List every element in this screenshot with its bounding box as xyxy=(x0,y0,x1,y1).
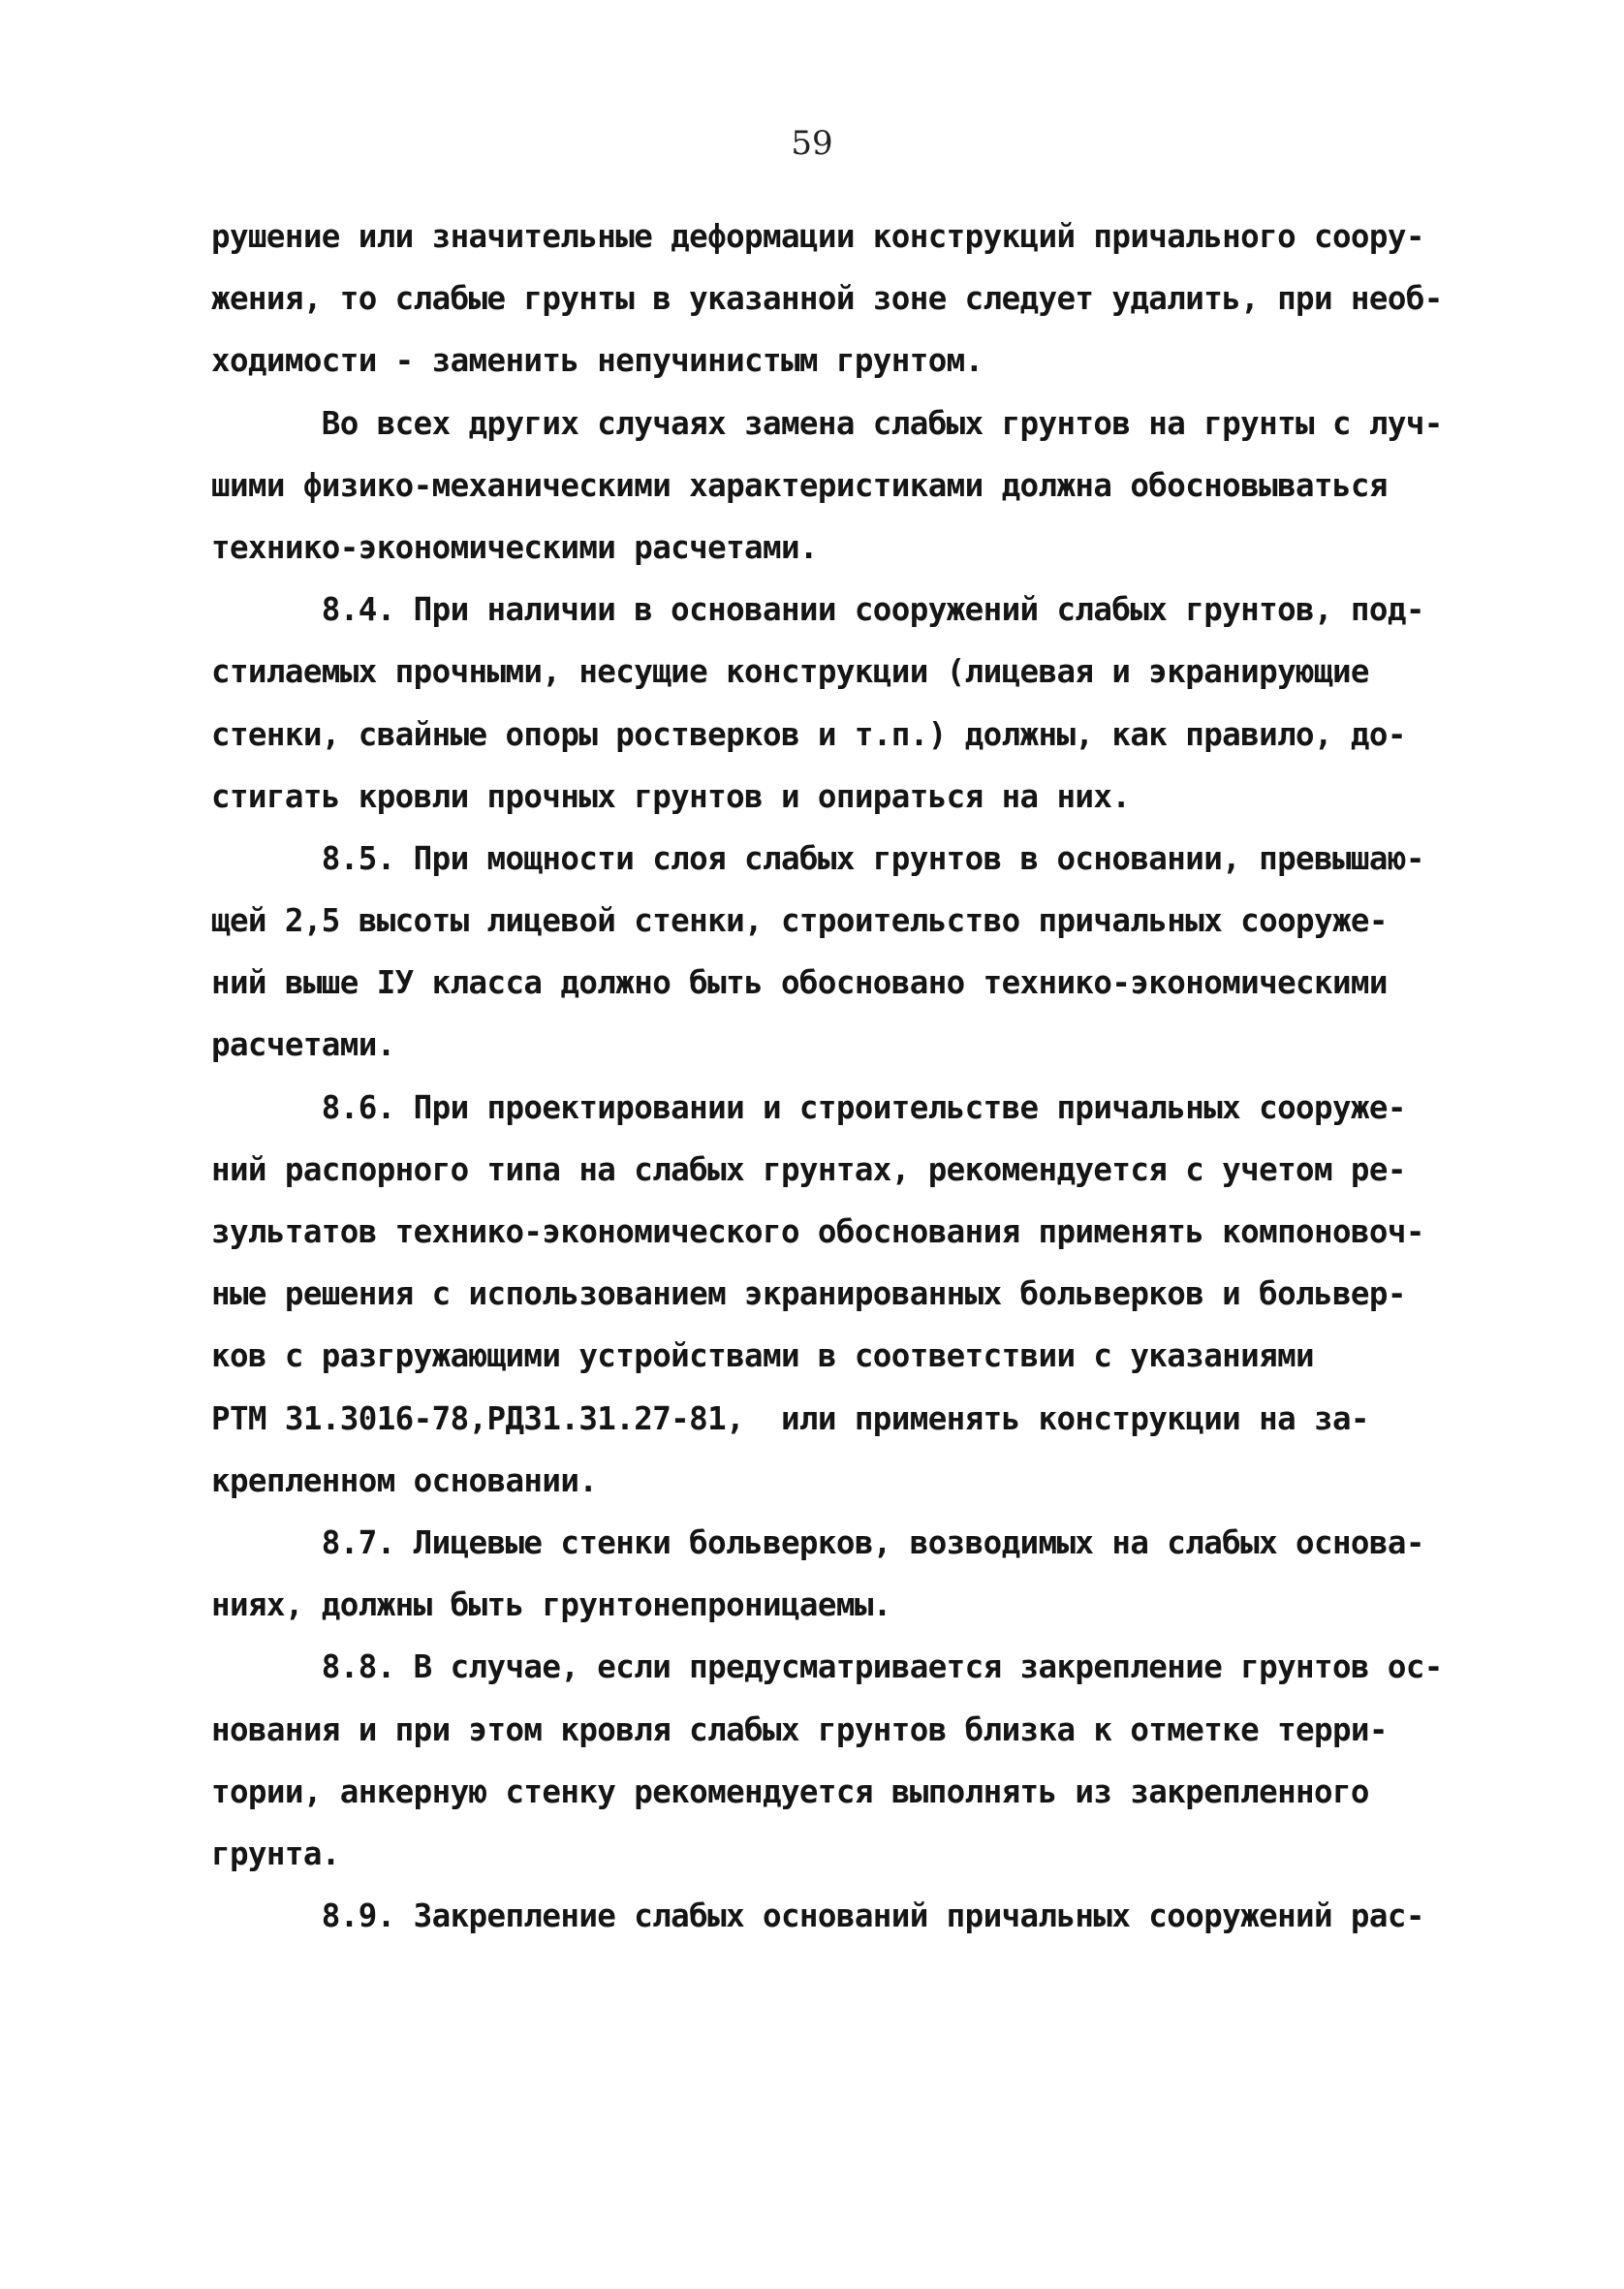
text-line: стигать кровли прочных грунтов и опираться на них. xyxy=(211,777,1131,815)
text-line: 8.5. При мощности слоя слабых грунтов в основании, превышаю- xyxy=(211,839,1424,877)
text-line: крепленном основании. xyxy=(211,1461,598,1499)
text-line: грунта. xyxy=(211,1834,340,1872)
text-line: нования и при этом кровля слабых грунтов близка к отметке терри- xyxy=(211,1710,1388,1748)
text-line: 8.6. При проектировании и строительстве причальных сооруже- xyxy=(211,1088,1406,1126)
text-line: стилаемых прочными, несущие конструкции (лицевая и экранирующие xyxy=(211,653,1369,691)
text-line: РТМ 31.3016-78,РД31.31.27-81, или применять конструкции на за- xyxy=(211,1399,1369,1437)
text-line: технико-экономическими расчетами. xyxy=(211,528,818,566)
text-line: ные решения с использованием экранированных больверков и больвер- xyxy=(211,1275,1406,1313)
text-line: ниях, должны быть грунтонепроницаемы. xyxy=(211,1586,891,1624)
text-line: ходимости - заменить непучинистым грунтом. xyxy=(211,342,984,380)
text-line: ний выше IУ класса должно быть обосновано технико-экономическими xyxy=(211,964,1388,1002)
text-line: ков с разгружающими устройствами в соответствии с указаниями xyxy=(211,1337,1314,1375)
page-number: 59 xyxy=(791,124,833,163)
text-line: щей 2,5 высоты лицевой стенки, строительство причальных сооруже- xyxy=(211,902,1388,940)
text-line: 8.8. В случае, если предусматривается закрепление грунтов ос- xyxy=(211,1648,1443,1686)
text-line: тории, анкерную стенку рекомендуется выполнять из закрепленного xyxy=(211,1772,1369,1810)
body-text xyxy=(211,205,1471,1947)
text-line: зультатов технико-экономического обоснования применять компоновоч- xyxy=(211,1213,1424,1250)
text-line: рушение или значительные деформации конструкций причального соору- xyxy=(211,218,1424,255)
text-line: стенки, свайные опоры ростверков и т.п.) должны, как правило, до- xyxy=(211,715,1406,753)
text-line: шими физико-механическими характеристиками должна обосновываться xyxy=(211,466,1388,504)
text-line: ний распорного типа на слабых грунтах, рекомендуется с учетом ре- xyxy=(211,1150,1406,1188)
text-line: Во всех других случаях замена слабых грунтов на грунты с луч- xyxy=(211,404,1443,442)
text-line: 8.7. Лицевые стенки больверков, возводимых на слабых основа- xyxy=(211,1523,1424,1561)
text-line: жения, то слабые грунты в указанной зоне следует удалить, при необ- xyxy=(211,280,1443,318)
text-line: 8.9. Закрепление слабых оснований причальных сооружений рас- xyxy=(211,1897,1424,1935)
text-line: расчетами. xyxy=(211,1026,395,1064)
text-line: 8.4. При наличии в основании сооружений слабых грунтов, под- xyxy=(211,591,1424,629)
